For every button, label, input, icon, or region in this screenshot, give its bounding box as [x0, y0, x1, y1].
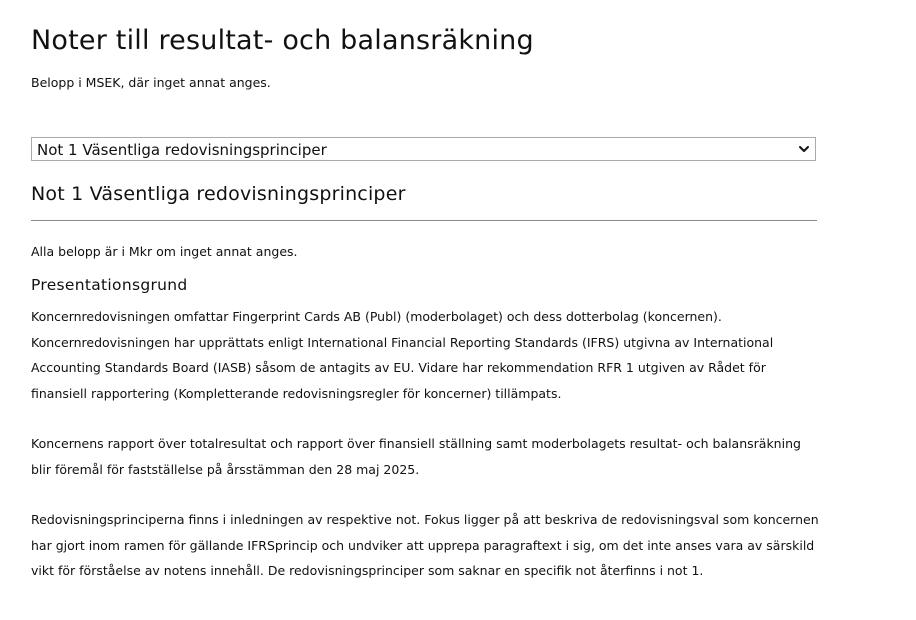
note-intro: Alla belopp är i Mkr om inget annat anges. [31, 244, 298, 259]
chevron-down-icon [797, 142, 811, 156]
note-select[interactable] [31, 137, 816, 161]
page-title: Noter till resultat- och balansräkning [31, 25, 534, 56]
section-heading: Presentationsgrund [31, 276, 188, 294]
paragraph-1: Koncernredovisningen omfattar Fingerprint Cards AB (Publ) (moderbolaget) och dess dotterbolag (koncernen). Koncernredovisningen har upprättats enligt International Financial Reporting Standards (IFRS) utgivna av International Accounting Standards Board (IASB) såsom de antagits av EU. Vidare har rekommendation RFR 1 utgiven av Rådet för finansiell rapportering (Kompletterande redovisningsregler för koncerner) tillämpats. [31, 309, 774, 401]
note-select-value: Not 1 Väsentliga redovisningsprinciper [37, 141, 327, 159]
page-subtitle: Belopp i MSEK, där inget annat anges. [31, 75, 271, 90]
paragraph-2: Koncernens rapport över totalresultat och rapport över finansiell ställning samt moderbolagets resultat- och balansräkning blir föremål för fastställelse på årsstämman den 28 maj 2025. [31, 436, 801, 477]
paragraph-3: Redovisningsprinciperna finns i inledningen av respektive not. Fokus ligger på att beskriva de redovisningsval som koncernen har gjort inom ramen för gällande IFRSprincip och undviker att upprepa paragraftext i sig, om det inte anses vara av särskild vikt för förståelse av notens innehåll. De redovisningsprinciper som saknar en specifik not återfinns i not 1. [31, 512, 819, 578]
note-heading: Not 1 Väsentliga redovisningsprinciper [31, 183, 406, 205]
